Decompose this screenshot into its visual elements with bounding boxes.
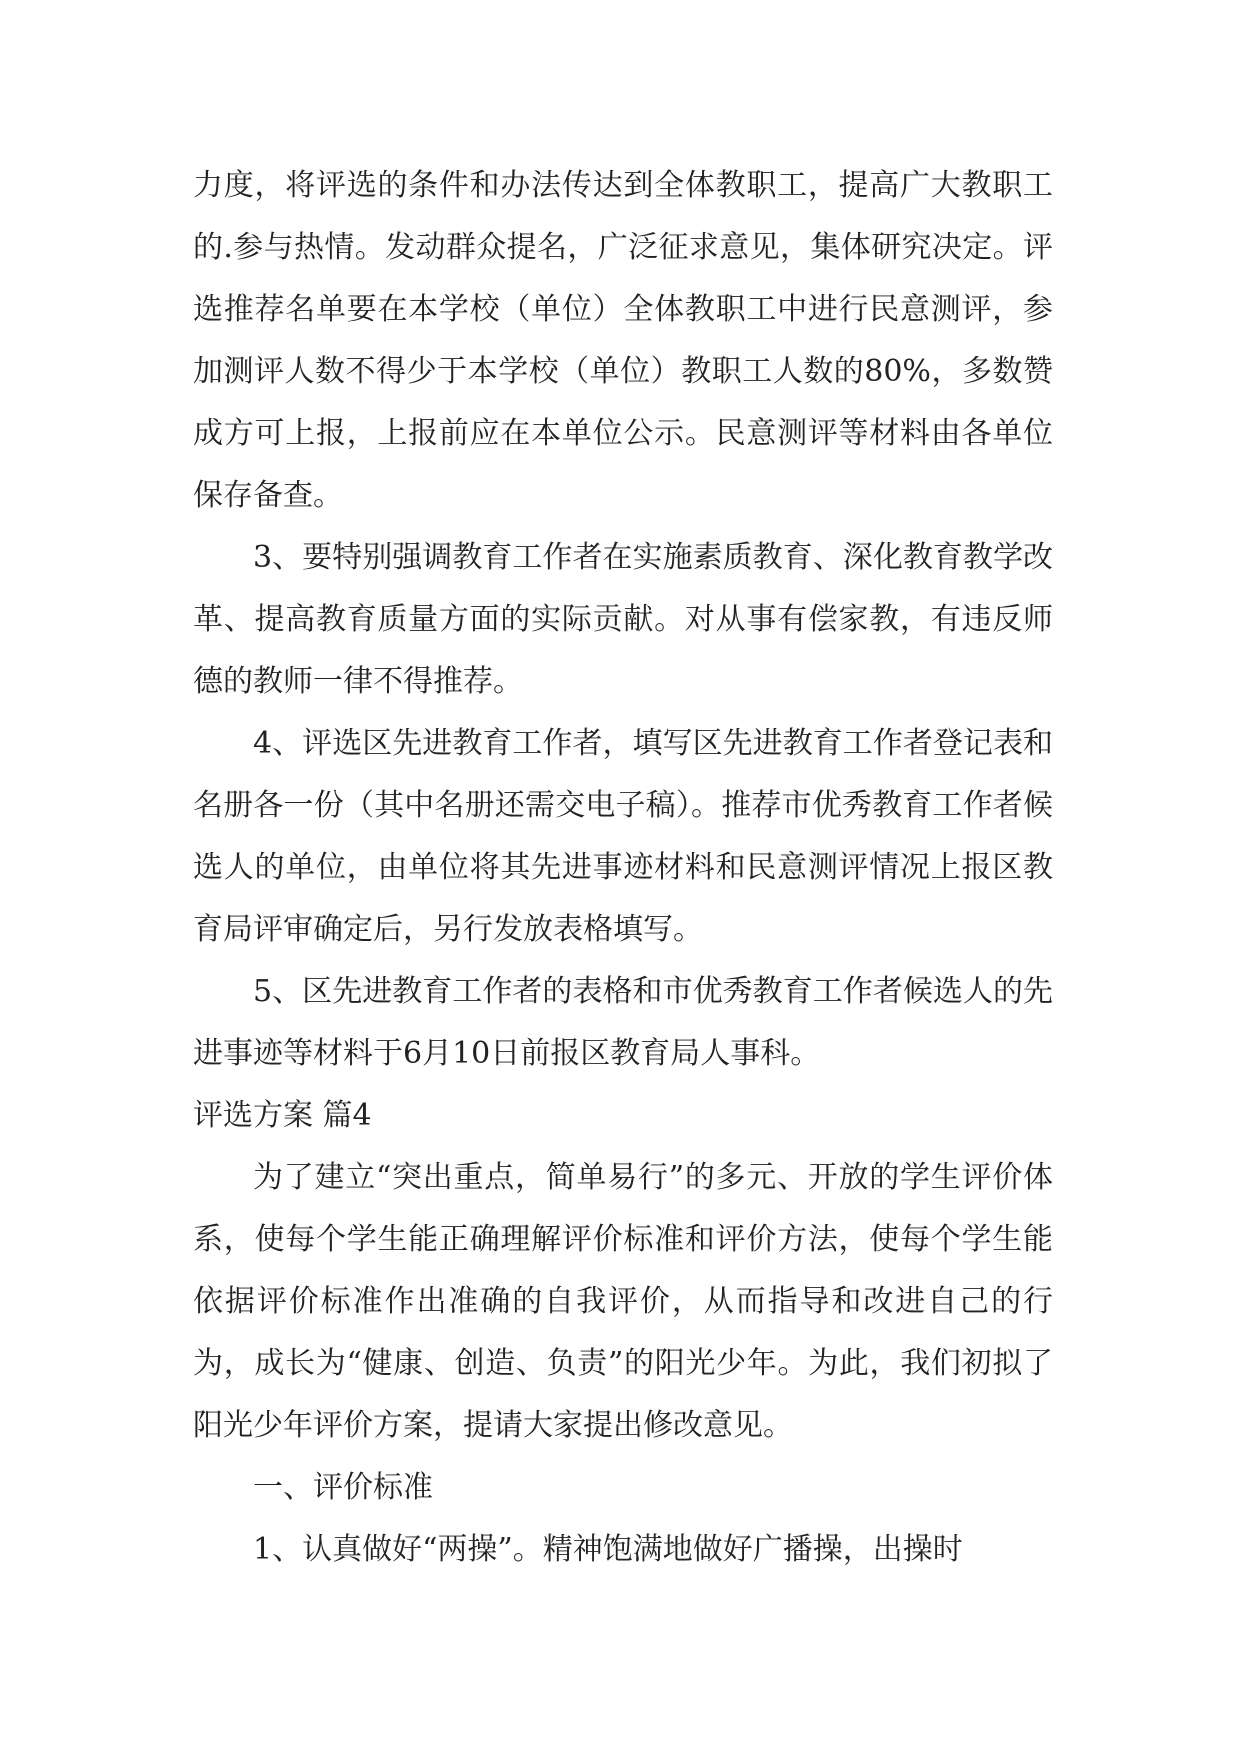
paragraph-intro: 为了建立“突出重点，简单易行”的多元、开放的学生评价体系，使每个学生能正确理解评价标准和评价方法，使每个学生能依据评价标准作出准确的自我评价，从而指导和改进自己的行为，成长为“健康、创造、负责”的阳光少年。为此，我们初拟了阳光少年评价方案，提请大家提出修改意见。 [193, 1160, 1053, 1443]
paragraph-item-5: 5、区先进教育工作者的表格和市优秀教育工作者候选人的先进事迹等材料于6月10日前报区教育局人事科。 [193, 974, 1053, 1071]
section-heading: 评选方案 篇4 [193, 1098, 372, 1133]
paragraph-continuation: 力度，将评选的条件和办法传达到全体教职工，提高广大教职工的.参与热情。发动群众提名，广泛征求意见，集体研究决定。评选推荐名单要在本学校（单位）全体教职工中进行民意测评，参加测评人数不得少于本学校（单位）教职工人数的80%，多数赞成方可上报，上报前应在本单位公示。民意测评等材料由各单位保存备查。 [193, 168, 1053, 513]
subheading-evaluation-standard: 一、评价标准 [253, 1470, 433, 1505]
document-body [193, 155, 1053, 1581]
paragraph-item-4: 4、评选区先进教育工作者，填写区先进教育工作者登记表和名册各一份（其中名册还需交电子稿）。推荐市优秀教育工作者候选人的单位，由单位将其先进事迹材料和民意测评情况上报区教育局评审确定后，另行发放表格填写。 [193, 726, 1053, 947]
paragraph-item-3: 3、要特别强调教育工作者在实施素质教育、深化教育教学改革、提高教育质量方面的实际贡献。对从事有偿家教，有违反师德的教师一律不得推荐。 [193, 540, 1053, 699]
paragraph-item-1: 1、认真做好“两操”。精神饱满地做好广播操，出操时 [253, 1532, 963, 1567]
